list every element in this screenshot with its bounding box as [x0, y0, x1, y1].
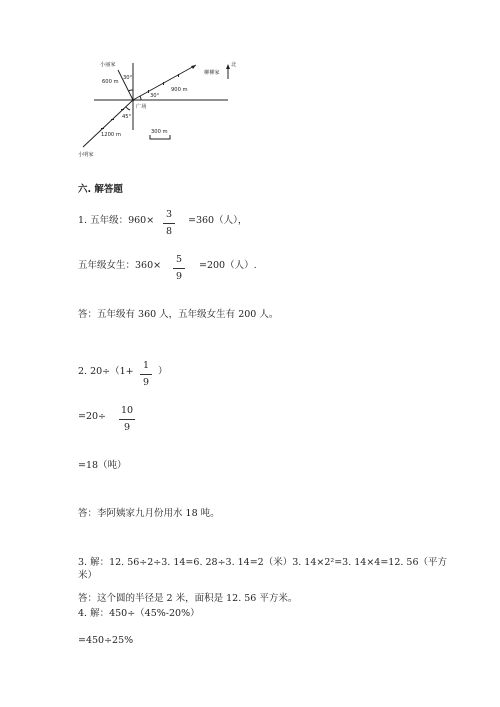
section-title: 六. 解答题 [78, 184, 123, 195]
label-xiaoli: 小丽家 [100, 62, 116, 68]
q3-line1-cont: 米） [78, 570, 98, 581]
label-liuliu: 柳柳家 [204, 70, 220, 76]
q2-line1-pre: 2. 20÷（1+ [78, 366, 134, 377]
label-north: 北 [231, 62, 237, 68]
q2-frac1-den: 9 [142, 377, 150, 388]
dist-600: 600 m [102, 79, 119, 85]
q1-line1-post: =360（人）， [188, 215, 248, 226]
angle-45: 45° [122, 114, 132, 120]
q1-frac1-den: 8 [165, 226, 173, 237]
angle-30a: 30° [123, 75, 133, 81]
q1-frac2-den: 9 [175, 271, 183, 282]
q2-fraction-2 [118, 405, 136, 434]
q2-frac2-den: 9 [123, 422, 131, 433]
q2-line2-pre: =20÷ [78, 411, 107, 422]
q2-frac2-num: 10 [120, 405, 134, 416]
q2-fraction-1 [139, 360, 153, 389]
q1-fraction-1 [162, 209, 176, 238]
q1-line1-pre: 1. 五年级：960× [78, 215, 155, 226]
direction-map-diagram [78, 55, 248, 160]
q3-answer: 答：这个圆的半径是 2 米，面积是 12. 56 平方米。 [78, 593, 298, 604]
q2-frac1-num: 1 [142, 360, 150, 371]
q2-line1-post: ） [158, 366, 168, 377]
q1-line2-post: =200（人）. [199, 260, 257, 271]
dist-900: 900 m [171, 87, 188, 93]
line-to-liuliu [133, 65, 196, 100]
label-xiaoming: 小明家 [78, 152, 94, 158]
q4-line2: =450÷25% [78, 635, 134, 646]
line-to-xiaoming [83, 100, 133, 147]
dist-1200: 1200 m [101, 132, 121, 138]
scale-label: 300 m [151, 129, 168, 135]
q2-answer: 答：李阿姨家九月份用水 18 吨。 [78, 508, 220, 519]
q1-frac2-num: 5 [175, 254, 183, 265]
q1-fraction-2 [172, 254, 186, 283]
q2-line3: =18（吨） [78, 460, 127, 471]
q1-answer: 答：五年级有 360 人，五年级女生有 200 人。 [78, 309, 279, 320]
q1-line2-pre: 五年级女生：360× [78, 260, 162, 271]
q1-frac1-num: 3 [165, 209, 173, 220]
q4-line1: 4. 解：450÷（45%-20%） [78, 608, 200, 619]
angle-30b: 30° [150, 93, 160, 99]
label-plaza: 广场 [136, 104, 147, 110]
scale-bar [150, 135, 170, 139]
q3-line1: 3. 解：12. 56÷2÷3. 14=6. 28÷3. 14=2（米）3. 14×2²=3. 14×4=12. 56（平方 [78, 557, 448, 568]
